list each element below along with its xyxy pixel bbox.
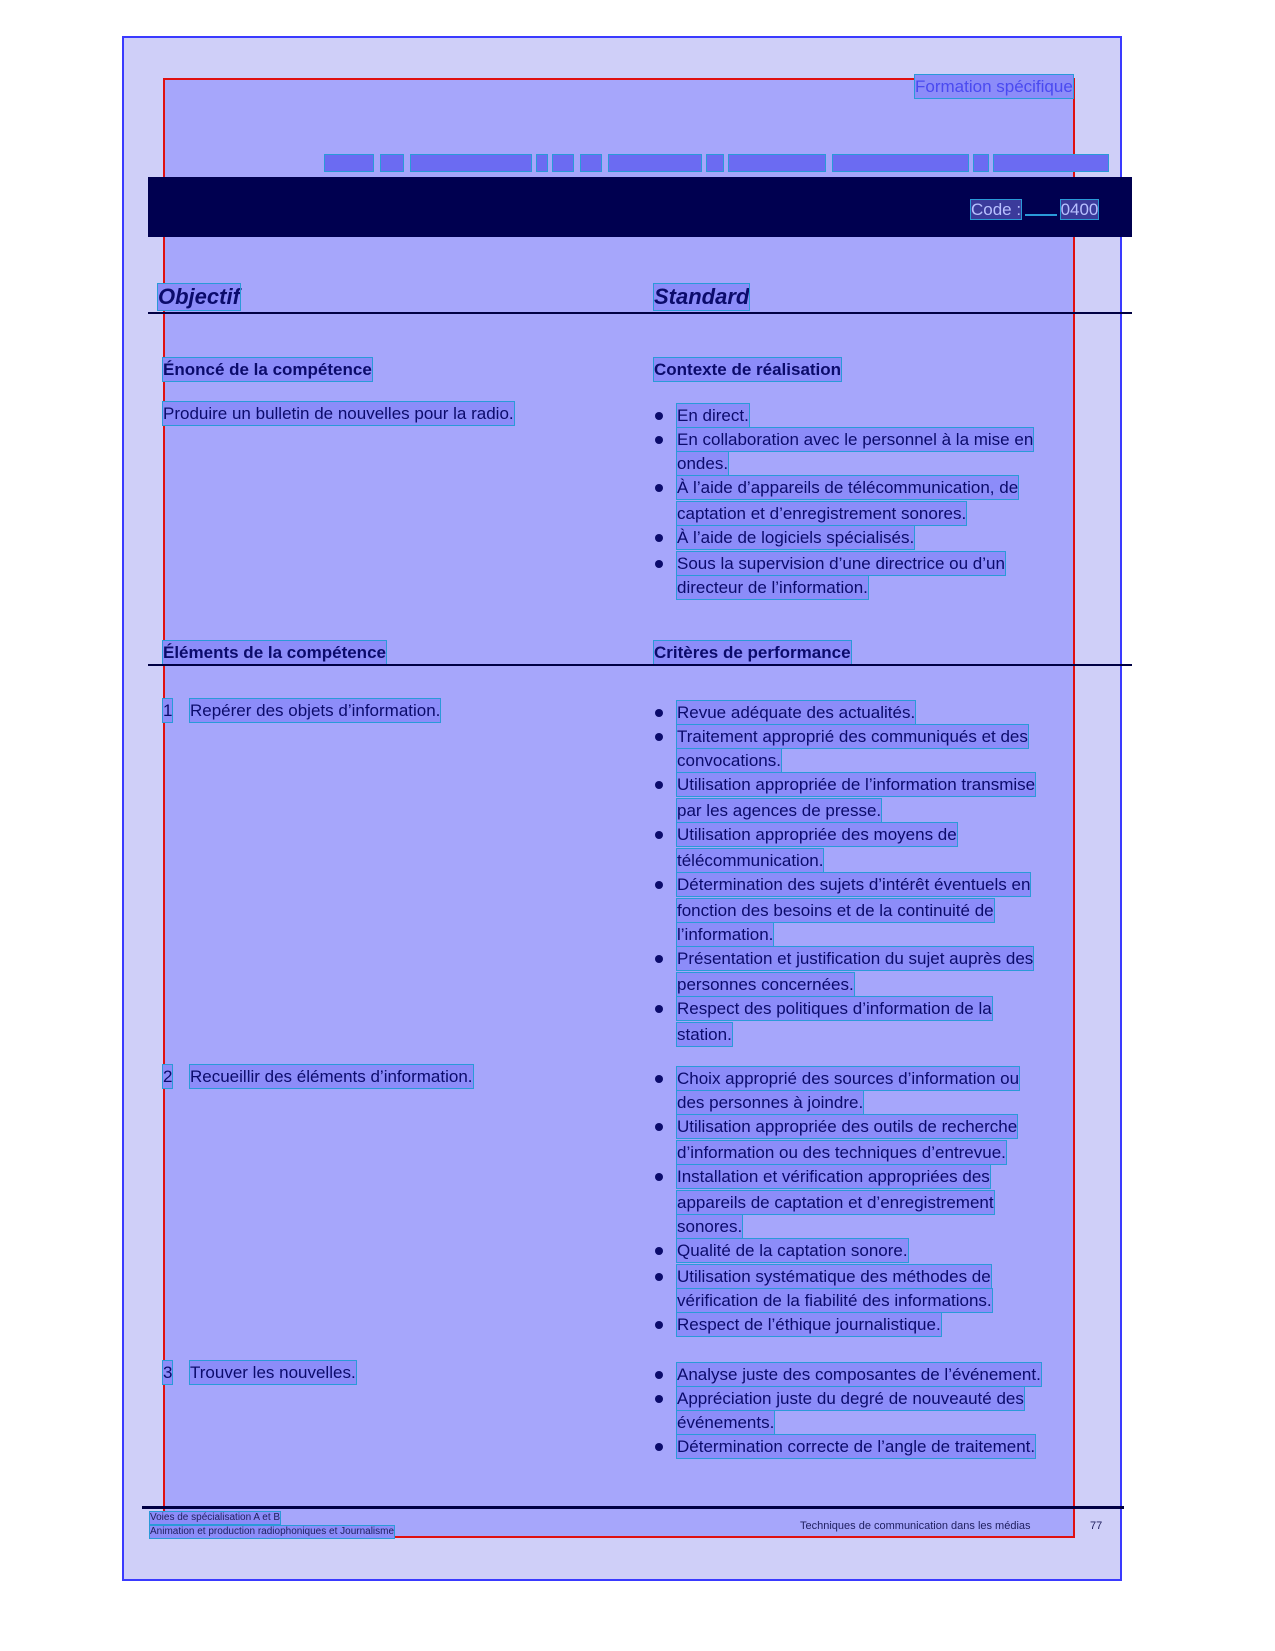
bullet-continuation: convocations. bbox=[677, 751, 781, 770]
bullet-icon bbox=[655, 733, 663, 741]
bullet-item: À l’aide d’appareils de télécommunication, de bbox=[677, 478, 1019, 497]
bullet-icon bbox=[655, 560, 663, 568]
bullet-item: Respect des politiques d’information de la bbox=[677, 999, 992, 1018]
elements-divider bbox=[148, 664, 1132, 666]
bullet-item: Détermination des sujets d’intérêt éventuels en bbox=[677, 875, 1031, 894]
bullet-icon bbox=[655, 881, 663, 889]
bullet-item: Analyse juste des composantes de l’événement. bbox=[677, 1365, 1041, 1384]
bullet-continuation: personnes concernées. bbox=[677, 975, 854, 994]
bullet-icon bbox=[655, 1075, 663, 1083]
competence-statement: Produire un bulletin de nouvelles pour la radio. bbox=[163, 404, 514, 423]
code-label: Code : bbox=[971, 200, 1022, 219]
bullet-continuation: l’information. bbox=[677, 925, 774, 944]
bullet-item: Appréciation juste du degré de nouveauté des bbox=[677, 1389, 1024, 1408]
bullet-icon bbox=[655, 436, 663, 444]
footer-rule bbox=[142, 1506, 1124, 1509]
heading-divider bbox=[148, 312, 1132, 314]
bullet-item: En direct. bbox=[677, 406, 749, 425]
bullet-item: Utilisation appropriée de l’information transmise bbox=[677, 775, 1036, 794]
code-value: 0400 bbox=[1060, 200, 1099, 219]
bullet-continuation: événements. bbox=[677, 1413, 775, 1432]
footer-left-line2: Animation et production radiophoniques et Journalisme bbox=[150, 1526, 395, 1537]
bullet-icon bbox=[655, 1395, 663, 1403]
criteria-title: Critères de performance bbox=[654, 643, 851, 662]
bullet-icon bbox=[655, 955, 663, 963]
bullet-continuation: sonores. bbox=[677, 1217, 743, 1236]
bullet-item: Présentation et justification du sujet auprès des bbox=[677, 949, 1034, 968]
bullet-icon bbox=[655, 484, 663, 492]
bullet-item: Respect de l’éthique journalistique. bbox=[677, 1315, 941, 1334]
competence-title: Énoncé de la compétence bbox=[163, 360, 372, 379]
bullet-item: Utilisation systématique des méthodes de bbox=[677, 1267, 991, 1286]
bullet-item: Revue adéquate des actualités. bbox=[677, 703, 916, 722]
bullet-continuation: télécommunication. bbox=[677, 851, 824, 870]
bullet-continuation: appareils de captation et d’enregistrement bbox=[677, 1193, 994, 1212]
bullet-icon bbox=[655, 1247, 663, 1255]
bullet-icon bbox=[655, 1173, 663, 1181]
bullet-icon bbox=[655, 534, 663, 542]
bullet-icon bbox=[655, 1005, 663, 1013]
footer-center: Techniques de communication dans les médias bbox=[800, 1520, 1031, 1532]
element-label: Recueillir des éléments d’information. bbox=[190, 1067, 473, 1086]
bullet-continuation: des personnes à joindre. bbox=[677, 1093, 864, 1112]
bullet-icon bbox=[655, 709, 663, 717]
bullet-item: Utilisation appropriée des outils de recherche bbox=[677, 1117, 1018, 1136]
bullet-item: À l’aide de logiciels spécialisés. bbox=[677, 528, 915, 547]
standard-heading: Standard bbox=[654, 284, 750, 309]
bullet-item: Choix approprié des sources d’information ou bbox=[677, 1069, 1020, 1088]
bullet-continuation: par les agences de presse. bbox=[677, 801, 882, 820]
bullet-icon bbox=[655, 831, 663, 839]
bullet-continuation: captation et d’enregistrement sonores. bbox=[677, 504, 967, 523]
bullet-continuation: station. bbox=[677, 1025, 732, 1044]
page-number: 77 bbox=[1090, 1520, 1103, 1532]
bullet-icon bbox=[655, 412, 663, 420]
element-number: 3 bbox=[163, 1363, 173, 1382]
bullet-continuation: vérification de la fiabilité des informations. bbox=[677, 1291, 992, 1310]
element-label: Trouver les nouvelles. bbox=[190, 1363, 356, 1382]
bullet-item: Détermination correcte de l’angle de traitement. bbox=[677, 1437, 1036, 1456]
bullet-item: Utilisation appropriée des moyens de bbox=[677, 825, 957, 844]
bullet-continuation: fonction des besoins et de la continuité de bbox=[677, 901, 994, 920]
section-label: Formation spécifique bbox=[915, 77, 1073, 96]
element-number: 1 bbox=[163, 701, 173, 720]
bullet-item: Traitement approprié des communiqués et des bbox=[677, 727, 1028, 746]
element-number: 2 bbox=[163, 1067, 173, 1086]
bullet-continuation: ondes. bbox=[677, 454, 729, 473]
bullet-item: En collaboration avec le personnel à la mise en bbox=[677, 430, 1034, 449]
bullet-icon bbox=[655, 1443, 663, 1451]
bullet-continuation: directeur de l’information. bbox=[677, 578, 868, 597]
elements-title: Éléments de la compétence bbox=[163, 643, 386, 662]
footer-left-line1: Voies de spécialisation A et B bbox=[150, 1512, 281, 1523]
bullet-icon bbox=[655, 1371, 663, 1379]
bullet-item: Sous la supervision d’une directrice ou d’un bbox=[677, 554, 1005, 573]
bullet-item: Installation et vérification appropriées des bbox=[677, 1167, 990, 1186]
element-label: Repérer des objets d’information. bbox=[190, 701, 441, 720]
objective-heading: Objectif bbox=[158, 284, 240, 309]
bullet-icon bbox=[655, 1273, 663, 1281]
competence-code bbox=[971, 200, 1098, 220]
bullet-continuation: d’information ou des techniques d’entrevue. bbox=[677, 1143, 1006, 1162]
bullet-item: Qualité de la captation sonore. bbox=[677, 1241, 908, 1260]
bullet-icon bbox=[655, 1123, 663, 1131]
bullet-icon bbox=[655, 1321, 663, 1329]
context-title: Contexte de réalisation bbox=[654, 360, 842, 379]
bullet-icon bbox=[655, 781, 663, 789]
